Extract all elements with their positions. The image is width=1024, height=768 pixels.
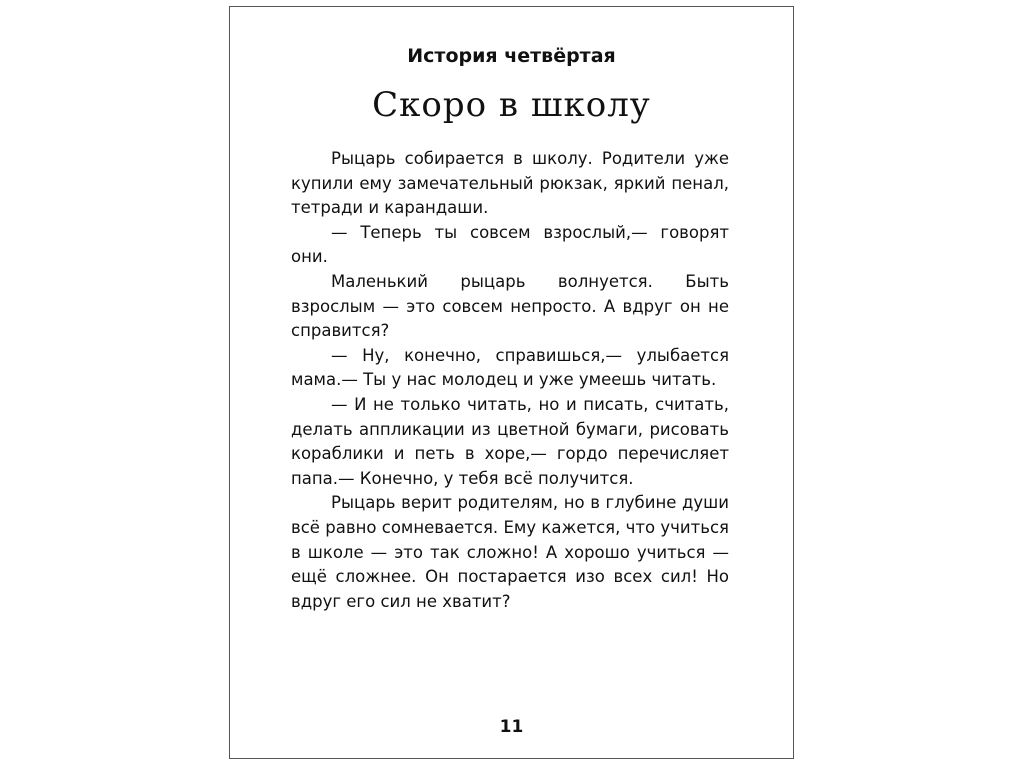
paragraph: — Ну, конечно, справишься,— улыбается мама.— Ты у нас молодец и уже умеешь читать. — [291, 345, 729, 390]
paragraph: Маленький рыцарь волнуется. Быть взрослым — это совсем непросто. А вдруг он не справится? — [291, 271, 729, 341]
paragraph: Рыцарь верит родителям, но в глубине души всё равно сомневается. Ему кажется, что учиться в школе — это так сложно! А хорошо учиться — ещё сложнее. Он постарается изо всех сил! Но вдруг его сил не хватит? — [291, 493, 729, 611]
story-body — [291, 147, 729, 614]
page-number: 11 — [499, 717, 524, 737]
paragraph: — И не только читать, но и писать, считать, делать аппликации из цветной бумаги, рисовать кораблики и петь в хоре,— гордо перечисляет папа.— Конечно, у тебя всё получится. — [291, 394, 729, 488]
book-page — [229, 6, 794, 759]
paragraph: — Теперь ты совсем взрослый,— говорят они. — [291, 222, 729, 267]
paragraph: Рыцарь собирается в школу. Родители уже купили ему замечательный рюкзак, яркий пенал, тетради и карандаши. — [291, 149, 729, 218]
story-title: Скоро в школу — [372, 85, 651, 125]
chapter-heading: История четвёртая — [407, 45, 616, 67]
